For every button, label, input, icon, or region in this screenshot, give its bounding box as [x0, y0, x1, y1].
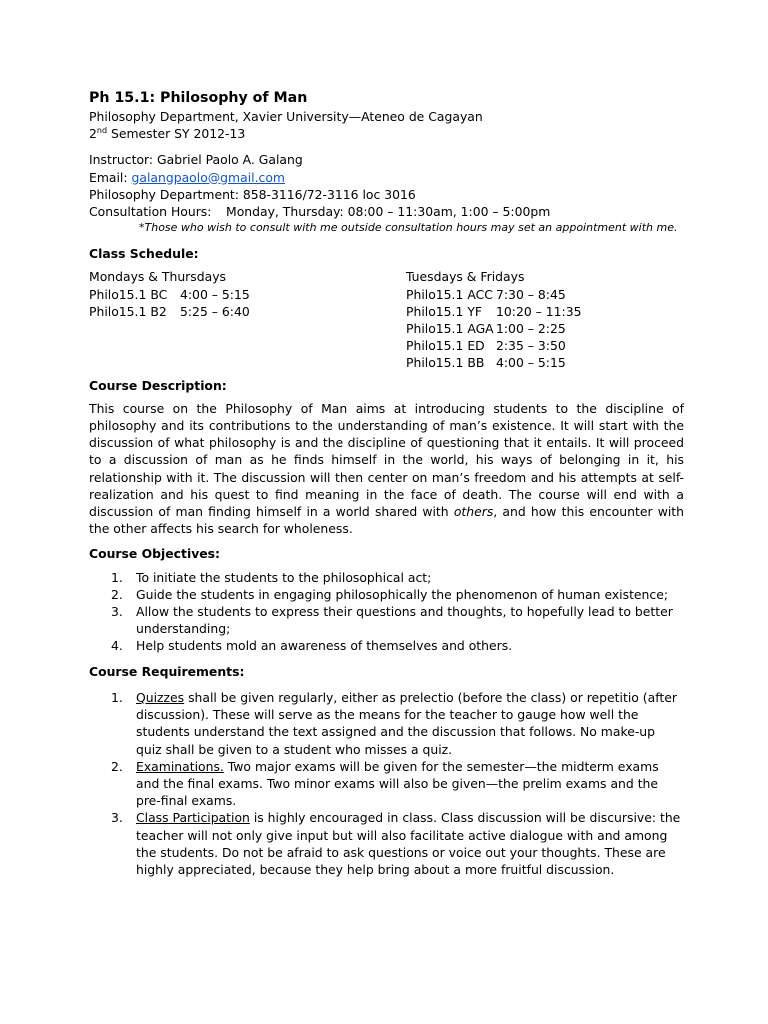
- email-line: [89, 169, 684, 186]
- requirement-term: Class Participation: [136, 810, 250, 826]
- section-name: Philo15.1 ACC: [406, 286, 493, 302]
- semester-text: Semester SY 2012-13: [107, 126, 246, 142]
- description-emphasis: others: [453, 504, 494, 520]
- schedule-row: [406, 303, 684, 320]
- list-number: 1.: [111, 569, 123, 585]
- email-link[interactable]: galangpaolo@gmail.com: [131, 169, 285, 185]
- schedule-mon-thu: [89, 268, 406, 371]
- requirements-heading: Course Requirements:: [89, 663, 245, 679]
- objectives-list: [89, 569, 684, 655]
- requirement-term: Examinations.: [136, 758, 224, 774]
- phone-line: Philosophy Department: 858-3116/72-3116 loc 3016: [89, 186, 416, 202]
- schedule-row: [406, 286, 684, 303]
- section-time: 1:00 – 2:25: [496, 321, 566, 337]
- email-label: Email:: [89, 169, 132, 185]
- schedule-row: [406, 354, 684, 371]
- description-paragraph: [89, 400, 684, 538]
- list-item: [89, 586, 684, 603]
- list-number: 1.: [111, 689, 123, 705]
- list-text: Guide the students in engaging philosophically the phenomenon of human existence;: [136, 586, 669, 602]
- list-number: 3.: [111, 604, 123, 620]
- class-schedule: [89, 268, 684, 371]
- list-number: 2.: [111, 758, 123, 774]
- list-number: 2.: [111, 586, 123, 602]
- schedule-tue-fri: [406, 268, 684, 371]
- list-number: 4.: [111, 638, 123, 654]
- schedule-row: [89, 286, 406, 303]
- section-time: 2:35 – 3:50: [496, 338, 566, 354]
- list-text: To initiate the students to the philosophical act;: [136, 569, 432, 585]
- semester-number: 2: [89, 126, 97, 142]
- schedule-heading: Class Schedule:: [89, 246, 199, 262]
- list-text: [136, 758, 684, 810]
- description-text-end: , and how this encounter with the other affects his search for wholeness.: [89, 504, 684, 537]
- instructor-line: Instructor: Gabriel Paolo A. Galang: [89, 152, 303, 168]
- section-time: 10:20 – 11:35: [496, 303, 582, 319]
- list-item: [89, 689, 684, 758]
- list-item: [89, 637, 684, 654]
- schedule-row: [406, 337, 684, 354]
- requirement-text: is highly encouraged in class. Class discussion will be discursive: the teacher will not only give input but will also facilitate active dialogue with and among the students. Do not be afraid to ask questions or voice out your thoughts. These are highly appreciated, because they help bring about a more fruitful discussion.: [136, 810, 681, 877]
- list-number: 3.: [111, 810, 123, 826]
- section-time: 4:00 – 5:15: [180, 286, 250, 302]
- consultation-value: Monday, Thursday: 08:00 – 11:30am, 1:00 – 5:00pm: [226, 204, 551, 220]
- section-name: Philo15.1 AGA: [406, 321, 494, 337]
- list-item: [89, 809, 684, 878]
- section-time: 5:25 – 6:40: [180, 303, 250, 319]
- section-name: Philo15.1 ED: [406, 338, 485, 354]
- section-time: 7:30 – 8:45: [496, 286, 566, 302]
- consultation-hours: [89, 203, 684, 220]
- list-item: [89, 603, 684, 637]
- list-text: [136, 689, 684, 758]
- list-text: [136, 809, 684, 878]
- requirement-text: Two major exams will be given for the semester—the midterm exams and the final exams. Two minor exams will also be given—the prelim exams and the pre-final exams.: [136, 758, 659, 809]
- schedule-row: [406, 320, 684, 337]
- schedule-days-label: Mondays & Thursdays: [89, 269, 226, 285]
- requirement-term: Quizzes: [136, 689, 185, 705]
- document-body: [89, 88, 684, 878]
- requirements-list: [89, 689, 684, 878]
- list-item: [89, 569, 684, 586]
- requirement-text: shall be given regularly, either as prelectio (before the class) or repetitio (after discussion). These will serve as the means for the teacher to gauge how well the students understand the text assigned and the discussion that follows. No make-up quiz shall be given to a student who misses a quiz.: [136, 689, 677, 757]
- section-time: 4:00 – 5:15: [496, 355, 566, 371]
- section-name: Philo15.1 YF: [406, 303, 483, 319]
- schedule-days-label: Tuesdays & Fridays: [406, 269, 525, 285]
- department-line: Philosophy Department, Xavier University—Ateneo de Cagayan: [89, 109, 483, 124]
- course-title: Ph 15.1: Philosophy of Man: [89, 90, 308, 106]
- semester-ordinal: nd: [96, 126, 108, 136]
- list-text: Help students mold an awareness of themselves and others.: [136, 638, 513, 654]
- section-name: Philo15.1 BC: [89, 286, 168, 302]
- consultation-note: *Those who wish to consult with me outside consultation hours may set an appointment with me.: [139, 221, 678, 235]
- description-text: This course on the Philosophy of Man aims at introducing students to the discipline of philosophy and its contributions to the understanding of man’s existence. It will start with the discussion of what philosophy is and the discipline of questioning that it entails. It will proceed to a discussion of man as he finds himself in the world, his ways of belonging in it, his relationship with it. The discussion will then center on man’s freedom and his attempts at self-realization and his quest to find meaning in the face of death. The course will end with a discussion of man finding himself in a world shared with: [89, 400, 684, 520]
- objectives-heading: Course Objectives:: [89, 546, 221, 562]
- list-text: Allow the students to express their questions and thoughts, to hopefully lead to better understanding;: [136, 604, 673, 637]
- list-item: [89, 758, 684, 810]
- description-heading: Course Description:: [89, 377, 227, 393]
- section-name: Philo15.1 BB: [406, 355, 485, 371]
- semester-line: [89, 125, 684, 142]
- schedule-row: [89, 303, 406, 320]
- consultation-label: Consultation Hours:: [89, 204, 212, 220]
- section-name: Philo15.1 B2: [89, 303, 167, 319]
